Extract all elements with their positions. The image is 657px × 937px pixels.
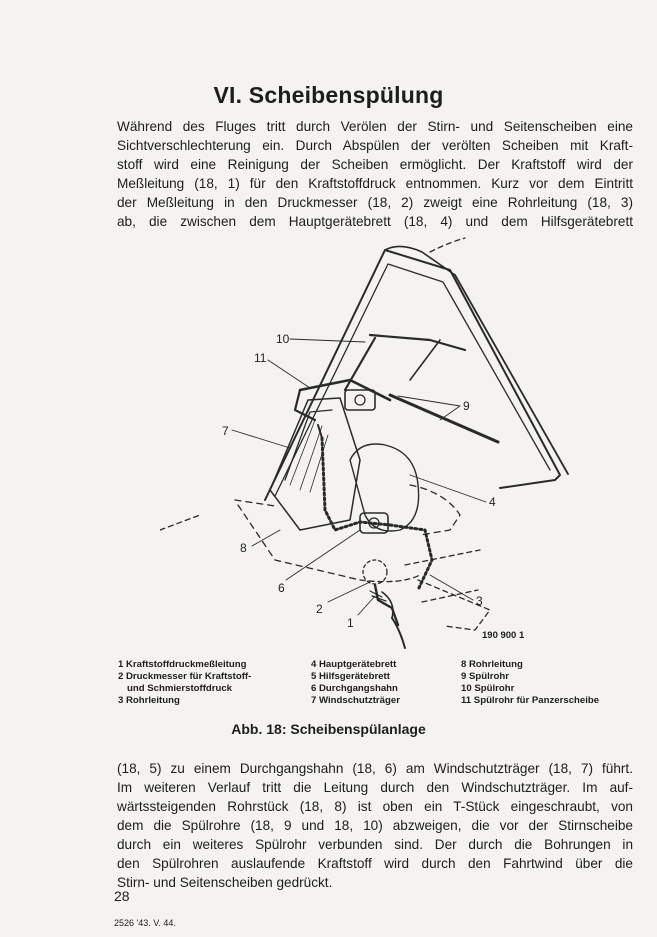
legend-column-2: [311, 659, 400, 707]
body-line: wärtssteigenden Rohrstück (18, 8) ist oben ein T-Stück eingeschraubt, von: [117, 799, 633, 814]
legend-item: und Schmierstoffdruck: [127, 683, 233, 694]
body-line: den Spülrohren auslaufende Kraftstoff wird durch den Fahrtwind über die: [117, 856, 633, 871]
callout-8: 8: [240, 541, 247, 555]
body-paragraph: [117, 759, 633, 892]
section-title: VI. Scheibenspülung: [213, 82, 444, 108]
callout-7: 7: [222, 424, 229, 438]
intro-line: ab, die zwischen dem Hauptgerätebrett (18, 4) und dem Hilfsgerätebrett: [117, 214, 633, 229]
print-note: 2526 '43. V. 44.: [114, 918, 176, 928]
intro-line: Sichtverschlechterung ein. Durch Abspülen der verölten Scheiben mit Kraft-: [117, 138, 633, 153]
figure-caption: Abb. 18: Scheibenspülanlage: [231, 721, 426, 737]
legend-column-3: [461, 659, 599, 707]
intro-line: der Meßleitung in den Druckmesser (18, 2) zweigt eine Rohrleitung (18, 3): [117, 195, 633, 210]
body-line: dem die Spülrohre (18, 9 und 18, 10) abzweigen, die vor der Stirnscheibe: [117, 818, 633, 833]
callout-6: 6: [278, 581, 285, 595]
body-line: Im weiteren Verlauf tritt die Leitung durch den Windschutzträger. Im auf-: [117, 780, 633, 795]
callout-11: 11: [254, 351, 267, 365]
intro-paragraph: [117, 117, 633, 231]
intro-line: Meßleitung (18, 1) für den Kraftstoffdruck entnommen. Kurz vor dem Eintritt: [117, 176, 633, 191]
figure-number: 190 900 1: [482, 630, 525, 641]
body-line: (18, 5) zu einem Durchgangshahn (18, 6) am Windschutzträger (18, 7) führt.: [117, 761, 633, 776]
legend-column-1: [118, 659, 251, 707]
legend-item: 7 Windschutzträger: [311, 695, 400, 706]
page-number: 28: [114, 888, 130, 904]
legend-item: 2 Druckmesser für Kraftstoff-: [118, 671, 252, 682]
callout-4: 4: [489, 495, 496, 509]
callout-9: 9: [463, 399, 470, 413]
legend-item: 5 Hilfsgerätebrett: [311, 671, 390, 682]
intro-line: stoff wird eine Reinigung der Scheiben ermöglicht. Der Kraftstoff wird der: [117, 157, 633, 172]
legend-item: 1 Kraftstoffdruckmeßleitung: [118, 659, 247, 670]
callout-10: 10: [276, 332, 290, 346]
callout-1: 1: [347, 616, 354, 630]
body-line: durch ein weiteres Spülrohr verbunden sind. Der durch die Bohrungen in: [117, 837, 633, 852]
intro-line: Während des Fluges tritt durch Verölen der Stirn- und Seitenscheiben eine: [117, 119, 633, 134]
legend-item: 9 Spülrohr: [461, 671, 509, 682]
legend-item: 3 Rohrleitung: [118, 695, 180, 706]
body-line: Stirn- und Seitenscheiben gedrückt.: [117, 875, 333, 890]
legend-item: 10 Spülrohr: [461, 683, 515, 694]
callout-2: 2: [316, 602, 323, 616]
legend-item: 4 Hauptgerätebrett: [311, 659, 397, 670]
legend-item: 8 Rohrleitung: [461, 659, 523, 670]
legend-item: 6 Durchgangshahn: [311, 683, 398, 694]
callout-3: 3: [476, 594, 483, 608]
windshield-washer-diagram: [160, 230, 630, 650]
legend-item: 11 Spülrohr für Panzerscheibe: [461, 695, 600, 706]
